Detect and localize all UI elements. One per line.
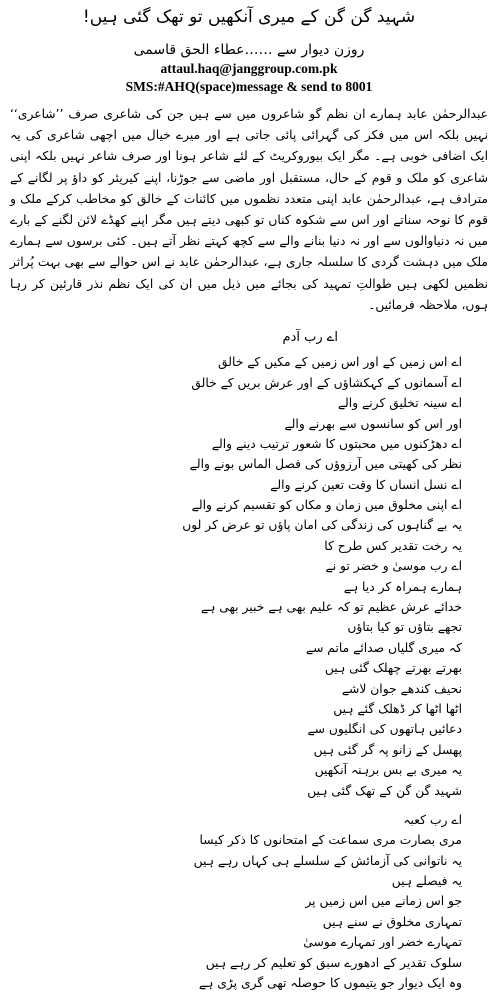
poem-line: اے دھڑکنوں میں محبتوں کا شعور ترتیب دینے والے bbox=[211, 436, 462, 451]
poem-line: پھسل کے زانو پہ گر گئی ہیں bbox=[313, 742, 462, 757]
intro-paragraph: عبدالرحمٰن عابد ہمارے ان نظم گو شاعروں میں سے ہیں جن کی شاعری صرف ’’شاعری‘‘ نہیں بلکہ اس میں فکر کی گہرائی پائی جاتی ہے اور میرے خیال میں اچھی شاعری کی یہ ایک اضافی خوبی ہے۔ مگر ایک بیوروکریٹ کے لئے شاعر ہونا اور صرف شاعر نہیں بلکہ اپنی شاعری کو ملک و قوم کے حال، مستقبل اور ماضی سے جوڑنا، اپنے کیریئر کو داؤ پر لگانے کے مترادف ہے، عبدالرحمٰن عابد اپنی متعدد نظموں میں کائنات کے خالق کو مخاطب کرکے ملک و قوم کا نوحہ سناتے اور اس سے شکوہ کناں تو کبھی دیتے ہیں مگر اپنے کھڈے لائن لگنے کے بارے میں نہ دنیاوالوں سے اور نہ دنیا بنانے والے سے کچھ کہتے نظر آتے ہیں۔ کئی برسوں سے ہمارے ملک میں دہشت گردی کا سلسلہ جاری ہے، عبدالرحمٰن عابد نے اس حوالے سے بھی بہت پُراثر نظمیں لکھی ہیں طوالتِ تمہید کی بجائے میں ذیل میں ان کی ایک نظم نذر قارئین کر رہا ہوں، ملاحظہ فرمائیں۔ bbox=[10, 107, 488, 312]
poem-line: یہ بے گناہوں کی زندگی کی امان پاؤں تو عرض کر لوں bbox=[182, 518, 462, 533]
sms-instruction: SMS:#AHQ(space)message & send to 8001 bbox=[125, 79, 373, 94]
stanza-break bbox=[10, 801, 462, 810]
poem-line: کہ میری گلیاں صدائے ماتم سے bbox=[305, 640, 462, 655]
poem-line: تجھے بتاؤں تو کیا بتاؤں bbox=[347, 620, 462, 635]
author-email: attaul.haq@janggroup.com.pk bbox=[160, 61, 338, 76]
article-title: شہید گن گن کے میری آنکھیں تو تھک گئی ہیں! bbox=[82, 7, 416, 27]
poem-line: اے رب کعبہ bbox=[403, 812, 462, 827]
poem-line: شہید گن گن کے تھک گئی ہیں bbox=[307, 783, 462, 798]
poem-line: اٹھا اٹھا کر ڈھلک گئے ہیں bbox=[333, 701, 462, 716]
poem-line: یہ ناتوانی کی آزمائش کے سلسلے ہی کہاں رہے ہیں bbox=[193, 853, 462, 868]
poem-line: یہ رخت تقدیر کس طرح کا bbox=[324, 538, 462, 553]
poem-line: ہمارے ہمراہ کر دیا ہے bbox=[343, 579, 462, 594]
poem-line: تمہاری مخلوق نے سنے ہیں bbox=[322, 914, 462, 929]
poem-line: سلوک تقدیر کے ادھورے سبق کو تعلیم کر رہے ہیں bbox=[205, 955, 462, 970]
poem-line: تمہارے خضر اور تمہارے موسیٰ bbox=[303, 935, 462, 950]
poem-line: دعائیں ہاتھوں کی انگلیوں سے bbox=[307, 722, 462, 737]
poem-line: اے سینہ تخلیق کرنے والے bbox=[337, 396, 462, 411]
poem-line: اور اس کو سانسوں سے بھرنے والے bbox=[284, 416, 462, 431]
poem-line: اے نسل انساں کا وقت تعین کرنے والے bbox=[270, 477, 462, 492]
poem bbox=[10, 352, 488, 993]
poem-line: اے رب موسیٰ و خضر تو نے bbox=[325, 559, 462, 574]
poem-line: نظر کی کھیتی میں آرزوؤں کی فصل الماس بونے والے bbox=[189, 457, 462, 472]
poem-line: بھرتے بھرتے چھلک گئی ہیں bbox=[324, 661, 462, 676]
poem-line: اے اس زمیں کے اور اس زمیں کے مکیں کے خالق bbox=[217, 355, 462, 370]
poem-line: اے آسمانوں کے کہکشاؤں کے اور عرش بریں کے خالق bbox=[191, 375, 462, 390]
poem-title: اے رب آدم bbox=[282, 330, 338, 346]
poem-line: اے اپنی مخلوق میں زمان و مکاں کو تقسیم کرنے والے bbox=[191, 498, 462, 513]
poem-line: نحیف کندھے جوان لاشے bbox=[341, 681, 462, 696]
poem-line: وہ ایک دیوار جو یتیموں کا حوصلہ تھی گری پڑی ہے bbox=[198, 976, 462, 991]
poem-line: یہ فیصلے ہیں bbox=[391, 874, 462, 889]
poem-line: خدائے عرش عظیم تو کہ علیم بھی ہے خبیر بھی ہے bbox=[200, 600, 462, 615]
poem-line: یہ میری بے بس برہنہ آنکھیں bbox=[314, 763, 462, 778]
poem-line: جو اس زمانے میں اس زمیں پر bbox=[305, 894, 462, 909]
poem-line: مری بصارت مری سماعت کے امتحانوں کا ذکر کیسا bbox=[199, 833, 462, 848]
column-byline: روزن دیوار سے ……عطاء الحق قاسمی bbox=[133, 42, 365, 58]
